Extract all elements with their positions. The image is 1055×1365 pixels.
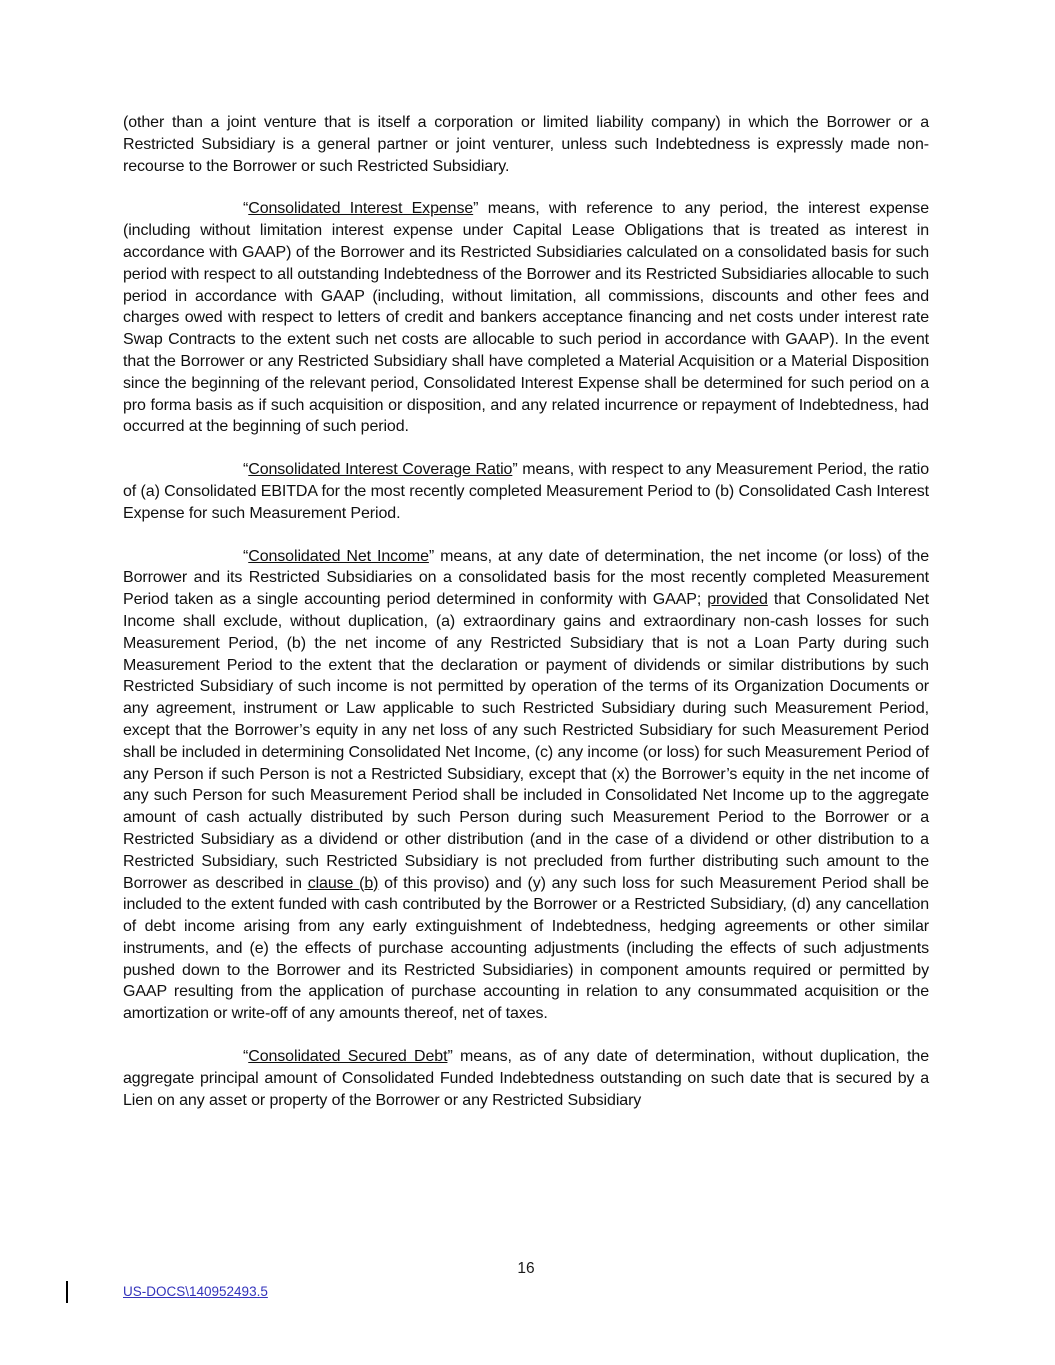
paragraph-text: “ [243, 200, 249, 218]
paragraph-text: “ [243, 1048, 249, 1066]
page-number: 16 [517, 1260, 535, 1277]
underlined-term: clause (b) [307, 874, 379, 892]
document-body [123, 112, 929, 1132]
underlined-term: Consolidated Interest Expense [248, 200, 474, 218]
underlined-term: provided [707, 591, 768, 609]
paragraph-text: “ [243, 461, 249, 479]
continuation-paragraph [123, 112, 929, 177]
paragraph-text: ” means, with reference to any period, the interest expense (including without limitation interest expense under Capital Lease Obligations that is treated as interest in accordance with GAAP) of the Borrower and its Restricted Subsidiaries calculated on a consolidated basis for such period with respect to all outstanding Indebtedness of the Borrower and its Restricted Subsidiaries allocable to such period in accordance with GAAP (including, without limitation, all commissions, discounts and other fees and charges owed with respect to letters of credit and bankers acceptance financing and net costs under interest rate Swap Contracts to the extent such net costs are allocable to such period in accordance with GAAP). In the event that the Borrower or any Restricted Subsidiary shall have completed a Material Acquisition or a Material Disposition since the beginning of the relevant period, Consolidated Interest Expense shall be determined for such period on a pro forma basis as if such acquisition or disposition, and any related incurrence or repayment of Indebtedness, had occurred at the beginning of such period. [123, 200, 930, 436]
definition-consolidated-secured-debt [123, 1046, 929, 1111]
paragraph-text: that Consolidated Net Income shall exclude, without duplication, (a) extraordinary gains and extraordinary non-cash losses for such Measurement Period, (b) the net income of any Restricted Subsidiary that is not a Loan Party during such Measurement Period to the extent that the declaration or payment of dividends or similar distributions by such Restricted Subsidiary of such income is not permitted by operation of the terms of its Organization Documents or any agreement, instrument or Law applicable to such Restricted Subsidiary during such Measurement Period, except that the Borrower’s equity in any net loss of any such Restricted Subsidiary for such Measurement Period shall be included in determining Consolidated Net Income, (c) any income (or loss) for such Measurement Period of any Person if such Person is not a Restricted Subsidiary, except that (x) the Borrower’s equity in the net income of any such Person for such Measurement Period shall be included in Consolidated Net Income up to the aggregate amount of cash actually distributed by such Person during such Measurement Period to the Borrower or a Restricted Subsidiary as a dividend or other distribution (and in the case of a dividend or other distribution to a Restricted Subsidiary, such Restricted Subsidiary is not precluded from further distributing such amount to the Borrower as described in [123, 591, 929, 892]
paragraph-text: ” means, at any date of determination, the net income (or loss) of the Borrower and its Restricted Subsidiaries on a consolidated basis for the most recently completed Measurement Period taken as a single accounting period determined in conformity with GAAP; [123, 547, 929, 609]
underlined-term: Consolidated Interest Coverage Ratio [248, 461, 513, 479]
paragraph-text: ” means, with respect to any Measurement Period, the ratio of (a) Consolidated EBITDA for the most recently completed Measurement Period to (b) Consolidated Cash Interest Expense for such Measurement Period. [123, 461, 929, 522]
change-bar-marker [66, 1281, 68, 1303]
definition-consolidated-interest-expense [123, 198, 929, 438]
definition-consolidated-interest-coverage-ratio [123, 459, 929, 524]
paragraph-text: “ [243, 547, 249, 565]
footer-document-id: US-DOCS\140952493.5 [123, 1284, 268, 1299]
paragraph-text: ” means, as of any date of determination, without duplication, the aggregate principal amount of Consolidated Funded Indebtedness outstanding on such date that is secured by a Lien on any asset or property of the Borrower or any Restricted Subsidiary [123, 1048, 929, 1109]
definition-consolidated-net-income [123, 546, 929, 1026]
paragraph-text: of this proviso) and (y) any such loss for such Measurement Period shall be included to the extent funded with cash contributed by the Borrower or a Restricted Subsidiary, (d) any cancellation of debt income arising from any early extinguishment of Indebtedness, hedging agreements or other similar instruments, and (e) the effects of purchase accounting adjustments (including the effects of such adjustments pushed down to the Borrower and its Restricted Subsidiaries) in component amounts required or permitted by GAAP resulting from the application of purchase accounting in relation to any consummated acquisition or the amortization or write-off of any amounts thereof, net of taxes. [123, 874, 929, 1023]
underlined-term: Consolidated Net Income [248, 547, 429, 565]
underlined-term: Consolidated Secured Debt [248, 1048, 448, 1066]
paragraph-text: (other than a joint venture that is itself a corporation or limited liability company) in which the Borrower or a Restricted Subsidiary is a general partner or joint venturer, unless such Indebtedness is expressly made non-recourse to the Borrower or such Restricted Subsidiary. [123, 114, 929, 175]
